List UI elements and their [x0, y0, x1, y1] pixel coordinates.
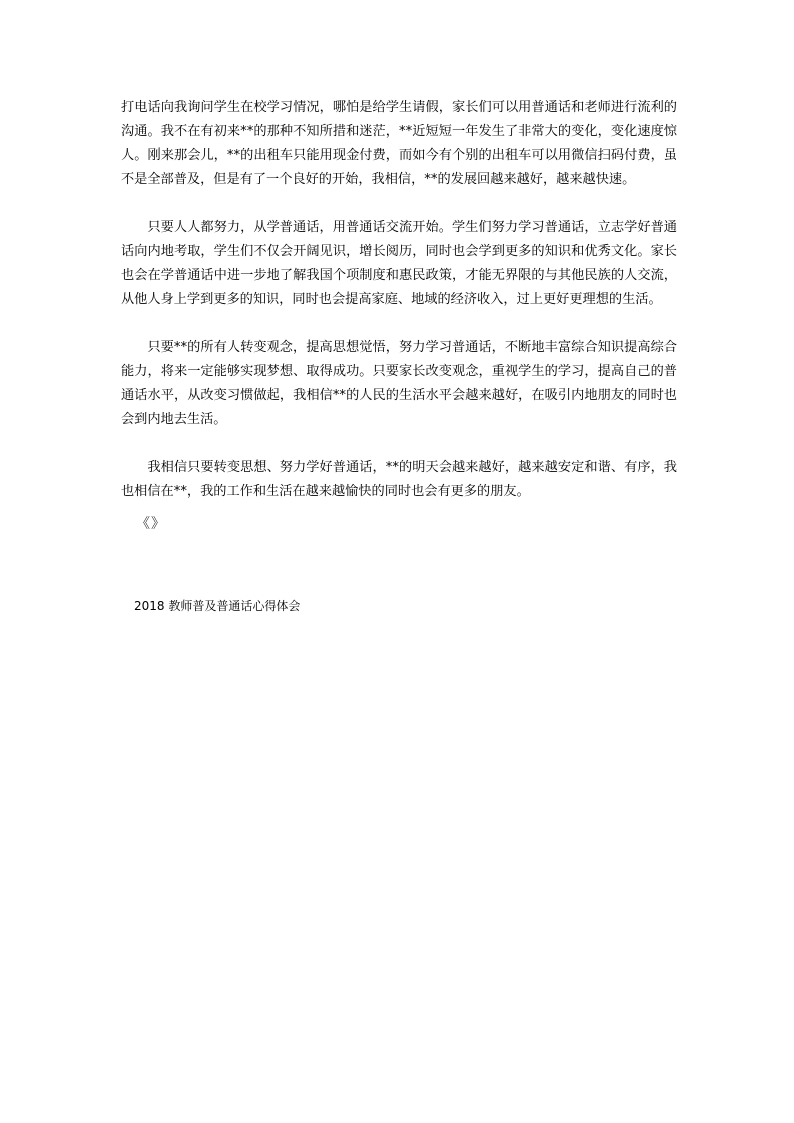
paragraph-4: 我相信只要转变思想、努力学好普通话，**的明天会越来越好，越来越安定和谐、有序，我也相信在**，我的工作和生活在越来越愉快的同时也会有更多的朋友。 — [121, 460, 677, 499]
document-body — [121, 96, 677, 528]
document-title-footer: 2018 教师普及普通话心得体会 — [134, 599, 301, 613]
paragraph-2: 只要人人都努力，从学普通话，用普通话交流开始。学生们努力学习普通话，立志学好普通话向内地考取，学生们不仅会开阔见识，增长阅历，同时也会学到更多的知识和优秀文化。家长也会在学普通话中进一步地了解我国个项制度和惠民政策，才能无界限的与其他民族的人交流，从他人身上学到更多的知识，同时也会提高家庭、地域的经济收入，过上更好更理想的生活。 — [121, 220, 677, 307]
paragraph-1: 打电话向我询问学生在校学习情况，哪怕是给学生请假，家长们可以用普通话和老师进行流利的沟通。我不在有初来**的那种不知所措和迷茫，**近短短一年发生了非常大的变化，变化速度惊人。刚来那会儿，**的出租车只能用现金付费，而如今有个别的出租车可以用微信扫码付费，虽不是全部普及，但是有了一个良好的开始，我相信，**的发展回越来越好，越来越快速。 — [121, 100, 677, 187]
empty-book-title-marks: 《》 — [136, 516, 166, 532]
paragraph-3: 只要**的所有人转变观念，提高思想觉悟，努力学习普通话，不断地丰富综合知识提高综合能力，将来一定能够实现梦想、取得成功。只要家长改变观念，重视学生的学习，提高自己的普通话水平，从改变习惯做起，我相信**的人民的生活水平会越来越好，在吸引内地朋友的同时也会到内地去生活。 — [121, 340, 677, 427]
